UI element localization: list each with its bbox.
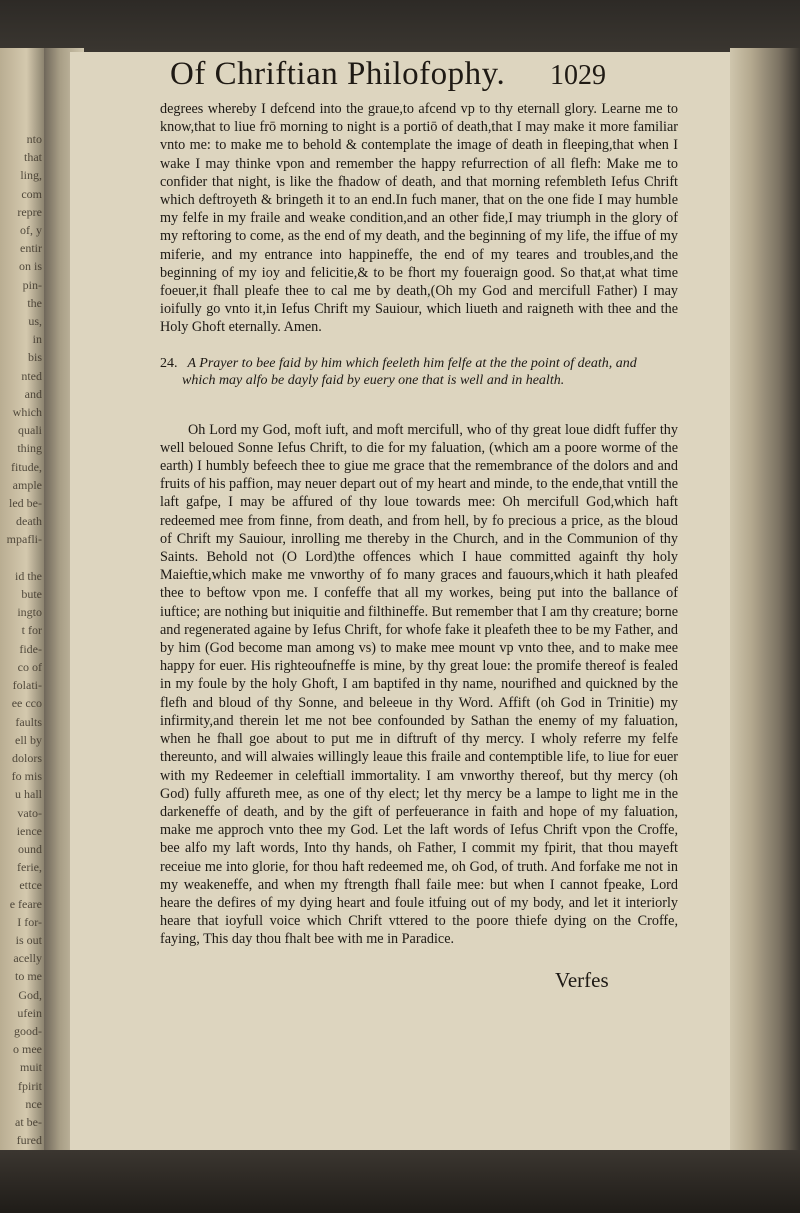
- page-header: [102, 56, 622, 96]
- catchword: Verfes: [555, 968, 609, 992]
- facing-page-text-fragments: nto that ling, com repre of, y entir on is pin- the us, in bis nted and which quali thing fitude, ample led be- death mpafli- id the bute ingto t for fide- co of folati- ee cco faults ell by dolors fo mis u hall vato- ience ound ferie, ettce e feare I for- is out acelly to me God, ufein good- o mee muit fpirit nce at be- fured: [6, 132, 42, 1148]
- page-body: [160, 100, 678, 949]
- page-number: 1029: [550, 60, 606, 91]
- prayer-heading: [160, 355, 650, 389]
- running-title: Of Chriftian Philofophy.: [170, 56, 506, 92]
- paragraph-2: Oh Lord my God, moft iuft, and moft mercifull, who of thy great loue didft fuffer thy well beloued Sonne Iefus Chrift, to die for my faluation, (which am a poore worme of the earth) I humbly befeech thee to giue me grace that the remembrance of the dolors and and fruits of his paffion, may neuer depart out of my heart and minde, to the ende,that vntill the laft gafpe, I may be affured of thy loue towards mee: Oh mercifull God,which haft redeemed mee from finne, from death, and from hell, by fo precious a price, as the bloud of Chrift my Sauiour, inrolling me thereby in the Church, and in the Communion of thy Saints. Behold not (O Lord)the offences which I haue committed againft thy holy Maieftie,which make me vnworthy of fo many graces and fauours,which it hath pleafed thee to beftow vpon me. I confeffe that all my workes, being put into the ballance of iuftice; are nothing but iniquitie and filthineffe. But remember that I am thy creature; borne and regenerated againe by Iefus Chrift, for whofe fake it pleafeth thee to be my Father, and by him (God become man among vs) to make mee mount vp vnto thee, and to make mee happy for euer. His righteoufneffe is mine, by thy great loue: the promife thereof is fealed in my foule by the holy Ghoft, I am baptifed in thy name, nourifhed and quickned by the flefh and bloud of thy Sonne, and beleeue in thy Word. Affift (oh God in Trinitie) my infirmity,and therein let me not bee confounded by Sathan the enemy of my faluation, when he fhall goe about to put me in diftruft of thy mercy. I wholy referre my felfe thereunto, and will alwaies willingly leaue this fraile and contemptible life, to liue for euer with my Redeemer in celeftiall immortality. I am vnworthy thereof, but thy mercy (oh God) fully affureth mee, as one of thy elect; let thy mercy be a lampe to light me in the darkeneffe of death, and by the gift of perfeuerance in faith and hope of my faluation, make me approch vnto thee my God. Let the laft words of Iefus Chrift vpon the Croffe, bee alfo my laft words, Into thy hands, oh Father, I commit my fpirit, that thou mayeft receiue me into glorie, for thou haft redeemed me, oh God, of truth. And forfake me not in my weakeneffe, and when my ftrength fhall faile mee: but when I cannot fpeake, Lord heare the defires of my dying heart and foule itfuing out of my body, and let it interiorly heare that ioyfull voice which Chrift vttered to the poore thiefe dying on the Croffe, faying, This day thou fhalt bee with me in Paradice.: [160, 421, 678, 948]
- prayer-number: 24.: [160, 355, 178, 371]
- prayer-heading-text: A Prayer to bee faid by him which feeleth him felfe at the the point of death, and which may alfo be dayly faid by euery one that is well and in health.: [182, 355, 637, 388]
- paragraph-1: degrees whereby I defcend into the graue,to afcend vp to thy eternall glory. Learne me to know,that to liue frō morning to night is a portiō of death,that I may make it more familiar vnto me: to make me to behold & contemplate the image of death in fleeping,that when I wake I may thinke vpon and remember the happy refurrection of all flefh: Make me to confider that night, is like the fhadow of death, and that morning refembleth Iefus Chrift which deftroyeth & bringeth it to an end.In fuch maner, that on the one fide I may humble my felfe in my fraile and weake condition,and an other fide,I may triumph in the glory of my reftoring to come, as the end of my death, and the beginning of my life, the iffue of my miferie, and my entrance into happineffe, the end of my teares and troubles,and the beginning of my ioy and felicitie,& to be fhort my foueraign good. So that,at what time foeuer,it fhall pleafe thee to cal me by death,(Oh my God and mercifull Father) I may ioifully go vnto it,in Iefus Chrift my Sauiour, which liueth and raigneth with thee and the Holy Ghoft eternally. Amen.: [160, 101, 678, 336]
- page-edge-shadow: [730, 48, 800, 1158]
- scan-background-bottom: [0, 1150, 800, 1213]
- facing-page-edge: [0, 48, 44, 1158]
- scan-background-top: [0, 0, 800, 52]
